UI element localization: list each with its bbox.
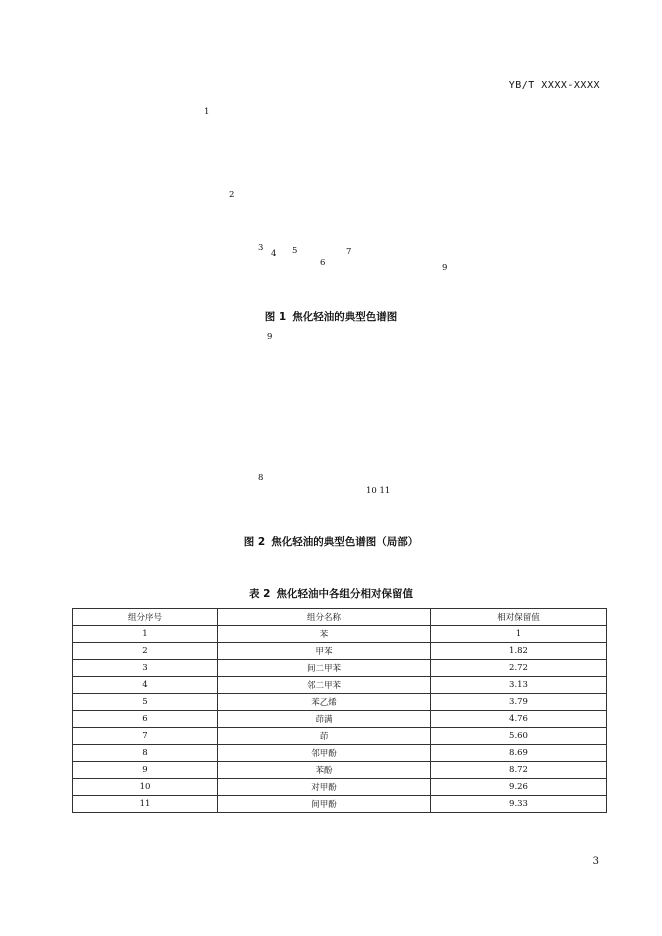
cell: 6: [73, 711, 218, 728]
cell: 对甲酚: [218, 779, 431, 796]
cell: 7: [73, 728, 218, 745]
table-row: [73, 796, 607, 813]
cell: 1.82: [431, 643, 607, 660]
peak-label: 8: [258, 473, 264, 483]
cell: 苯酚: [218, 762, 431, 779]
peak-label: 2: [229, 190, 235, 200]
cell: 邻甲酚: [218, 745, 431, 762]
cell: 2: [73, 643, 218, 660]
cell: 4: [73, 677, 218, 694]
cell: 9: [73, 762, 218, 779]
cell: 邻二甲苯: [218, 677, 431, 694]
caption-text: 焦化轻油的典型色谱图: [292, 311, 398, 323]
cell: 苯: [218, 626, 431, 643]
peak-label: 9: [442, 263, 448, 273]
header-cell: 相对保留值: [431, 609, 607, 626]
caption-text: 焦化轻油中各组分相对保留值: [276, 588, 413, 600]
caption-text: 焦化轻油的典型色谱图（局部）: [271, 536, 419, 548]
cell: 9.26: [431, 779, 607, 796]
cell: 3.13: [431, 677, 607, 694]
table-row: [73, 660, 607, 677]
caption-number: 图 1: [264, 311, 287, 323]
cell: 4.76: [431, 711, 607, 728]
table-row: [73, 677, 607, 694]
cell: 间甲酚: [218, 796, 431, 813]
cell: 间二甲苯: [218, 660, 431, 677]
peak-label: 10 11: [366, 486, 391, 496]
cell: 9.33: [431, 796, 607, 813]
table-row: [73, 643, 607, 660]
peak-label: 6: [320, 258, 326, 268]
cell: 10: [73, 779, 218, 796]
relative-retention-table: [72, 608, 607, 813]
peak-label: 5: [292, 246, 298, 256]
caption-number: 图 2: [243, 536, 266, 548]
cell: 2.72: [431, 660, 607, 677]
cell: 3.79: [431, 694, 607, 711]
figure-2-caption: [0, 534, 662, 549]
cell: 8.69: [431, 745, 607, 762]
table-row: [73, 745, 607, 762]
cell: 苯乙烯: [218, 694, 431, 711]
figure-1-caption: [0, 309, 662, 324]
cell: 3: [73, 660, 218, 677]
cell: 茚: [218, 728, 431, 745]
peak-label: 4: [271, 249, 277, 259]
table-header-row: [73, 609, 607, 626]
peak-label: 7: [346, 247, 352, 257]
cell: 5: [73, 694, 218, 711]
cell: 1: [431, 626, 607, 643]
table-row: [73, 762, 607, 779]
header-cell: 组分名称: [218, 609, 431, 626]
cell: 8.72: [431, 762, 607, 779]
table-row: [73, 626, 607, 643]
cell: 11: [73, 796, 218, 813]
cell: 1: [73, 626, 218, 643]
peak-label: 3: [258, 243, 264, 253]
cell: 甲苯: [218, 643, 431, 660]
page-number: 3: [592, 856, 599, 867]
peak-label: 9: [267, 332, 273, 342]
table-row: [73, 779, 607, 796]
table-2-caption: [0, 586, 662, 601]
cell: 茚满: [218, 711, 431, 728]
peak-label: 1: [204, 107, 210, 117]
table-row: [73, 728, 607, 745]
cell: 8: [73, 745, 218, 762]
table-row: [73, 711, 607, 728]
header-cell: 组分序号: [73, 609, 218, 626]
cell: 5.60: [431, 728, 607, 745]
table-row: [73, 694, 607, 711]
caption-number: 表 2: [249, 588, 271, 600]
standard-code: YB/T XXXX-XXXX: [508, 80, 600, 91]
